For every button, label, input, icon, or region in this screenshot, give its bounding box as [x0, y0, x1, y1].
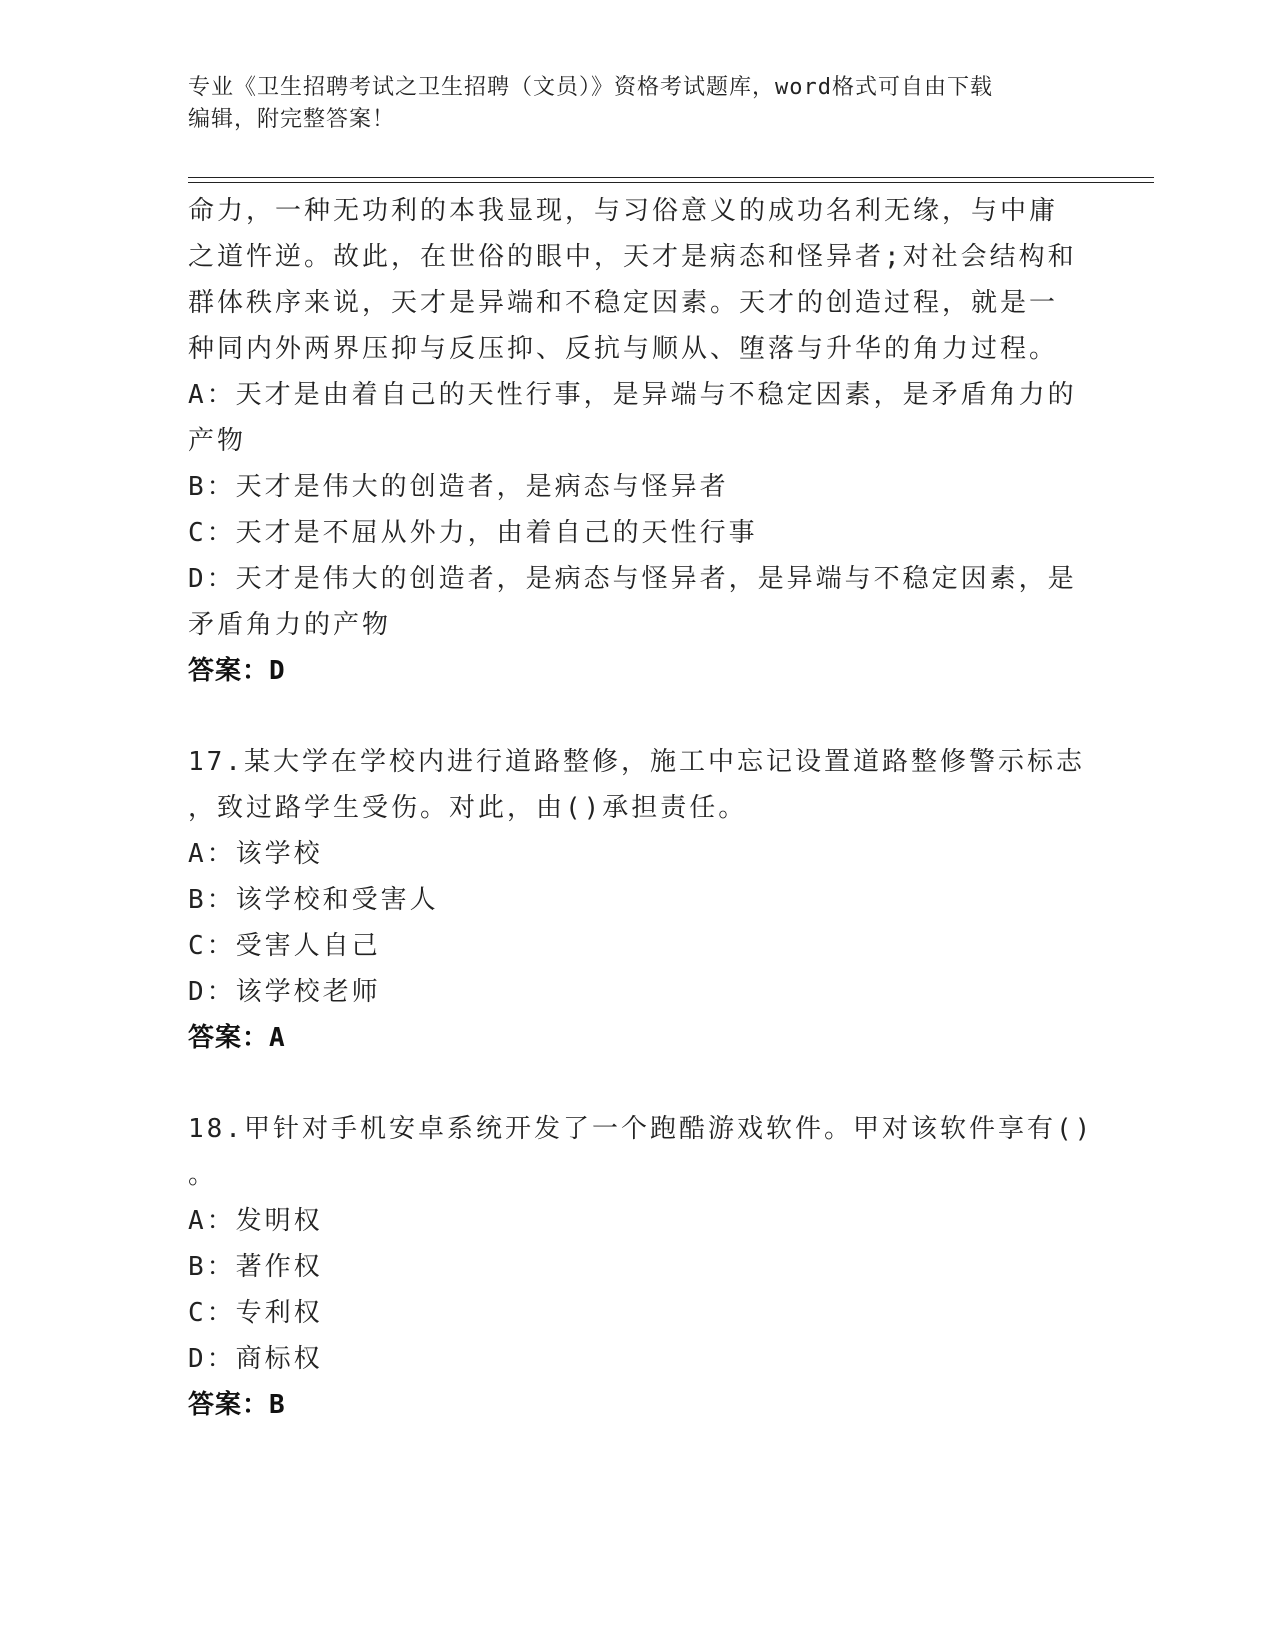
spacer — [188, 1061, 1088, 1106]
option-c: C：天才是不屈从外力，由着自己的天性行事 — [188, 518, 758, 548]
option-d-continued: 矛盾角力的产物 — [188, 610, 392, 640]
option-b: B：该学校和受害人 — [188, 885, 439, 915]
question-stem: 17.某大学在学校内进行道路整修，施工中忘记设置道路整修警示标志 — [188, 747, 1085, 777]
option-a-continued: 产物 — [188, 426, 247, 456]
question-stem-continued: ，致过路学生受伤。对此，由()承担责任。 — [188, 793, 748, 823]
header-divider-bottom — [188, 182, 1154, 183]
main-content — [188, 188, 1094, 1428]
question-16-options — [188, 372, 1088, 694]
option-a: A：天才是由着自己的天性行事，是异端与不稳定因素，是矛盾角力的 — [188, 380, 1077, 410]
option-d: D：该学校老师 — [188, 977, 381, 1007]
header-title-line-1: 专业《卫生招聘考试之卫生招聘（文员）》资格考试题库，word格式可自由下载 — [188, 75, 993, 100]
spacer — [188, 694, 1088, 739]
passage-line: 群体秩序来说，天才是异端和不稳定因素。天才的创造过程，就是一 — [188, 288, 1059, 318]
question-17 — [188, 739, 1088, 1061]
answer-label: 答案：B — [188, 1390, 286, 1420]
passage-line: 种同内外两界压抑与反压抑、反抗与顺从、堕落与升华的角力过程。 — [188, 334, 1059, 364]
option-a: A：该学校 — [188, 839, 323, 869]
passage-continuation — [188, 188, 1088, 372]
question-stem-continued: 。 — [188, 1160, 218, 1190]
header-title-line-2: 编辑，附完整答案！ — [188, 107, 396, 132]
question-stem: 18.甲针对手机安卓系统开发了一个跑酷游戏软件。甲对该软件享有() — [188, 1114, 1094, 1144]
header-divider-top — [188, 177, 1154, 178]
passage-line: 命力，一种无功利的本我显现，与习俗意义的成功名利无缘，与中庸 — [188, 196, 1059, 226]
answer-label: 答案：D — [188, 656, 286, 686]
passage-line: 之道忤逆。故此，在世俗的眼中，天才是病态和怪异者;对社会结构和 — [188, 242, 1077, 272]
option-d: D：商标权 — [188, 1344, 323, 1374]
option-c: C：专利权 — [188, 1298, 323, 1328]
page-header — [188, 72, 1088, 136]
answer-label: 答案：A — [188, 1023, 286, 1053]
option-b: B：天才是伟大的创造者，是病态与怪异者 — [188, 472, 729, 502]
option-d: D：天才是伟大的创造者，是病态与怪异者，是异端与不稳定因素，是 — [188, 564, 1077, 594]
option-c: C：受害人自己 — [188, 931, 381, 961]
option-a: A：发明权 — [188, 1206, 323, 1236]
question-18 — [188, 1106, 1094, 1428]
option-b: B：著作权 — [188, 1252, 323, 1282]
